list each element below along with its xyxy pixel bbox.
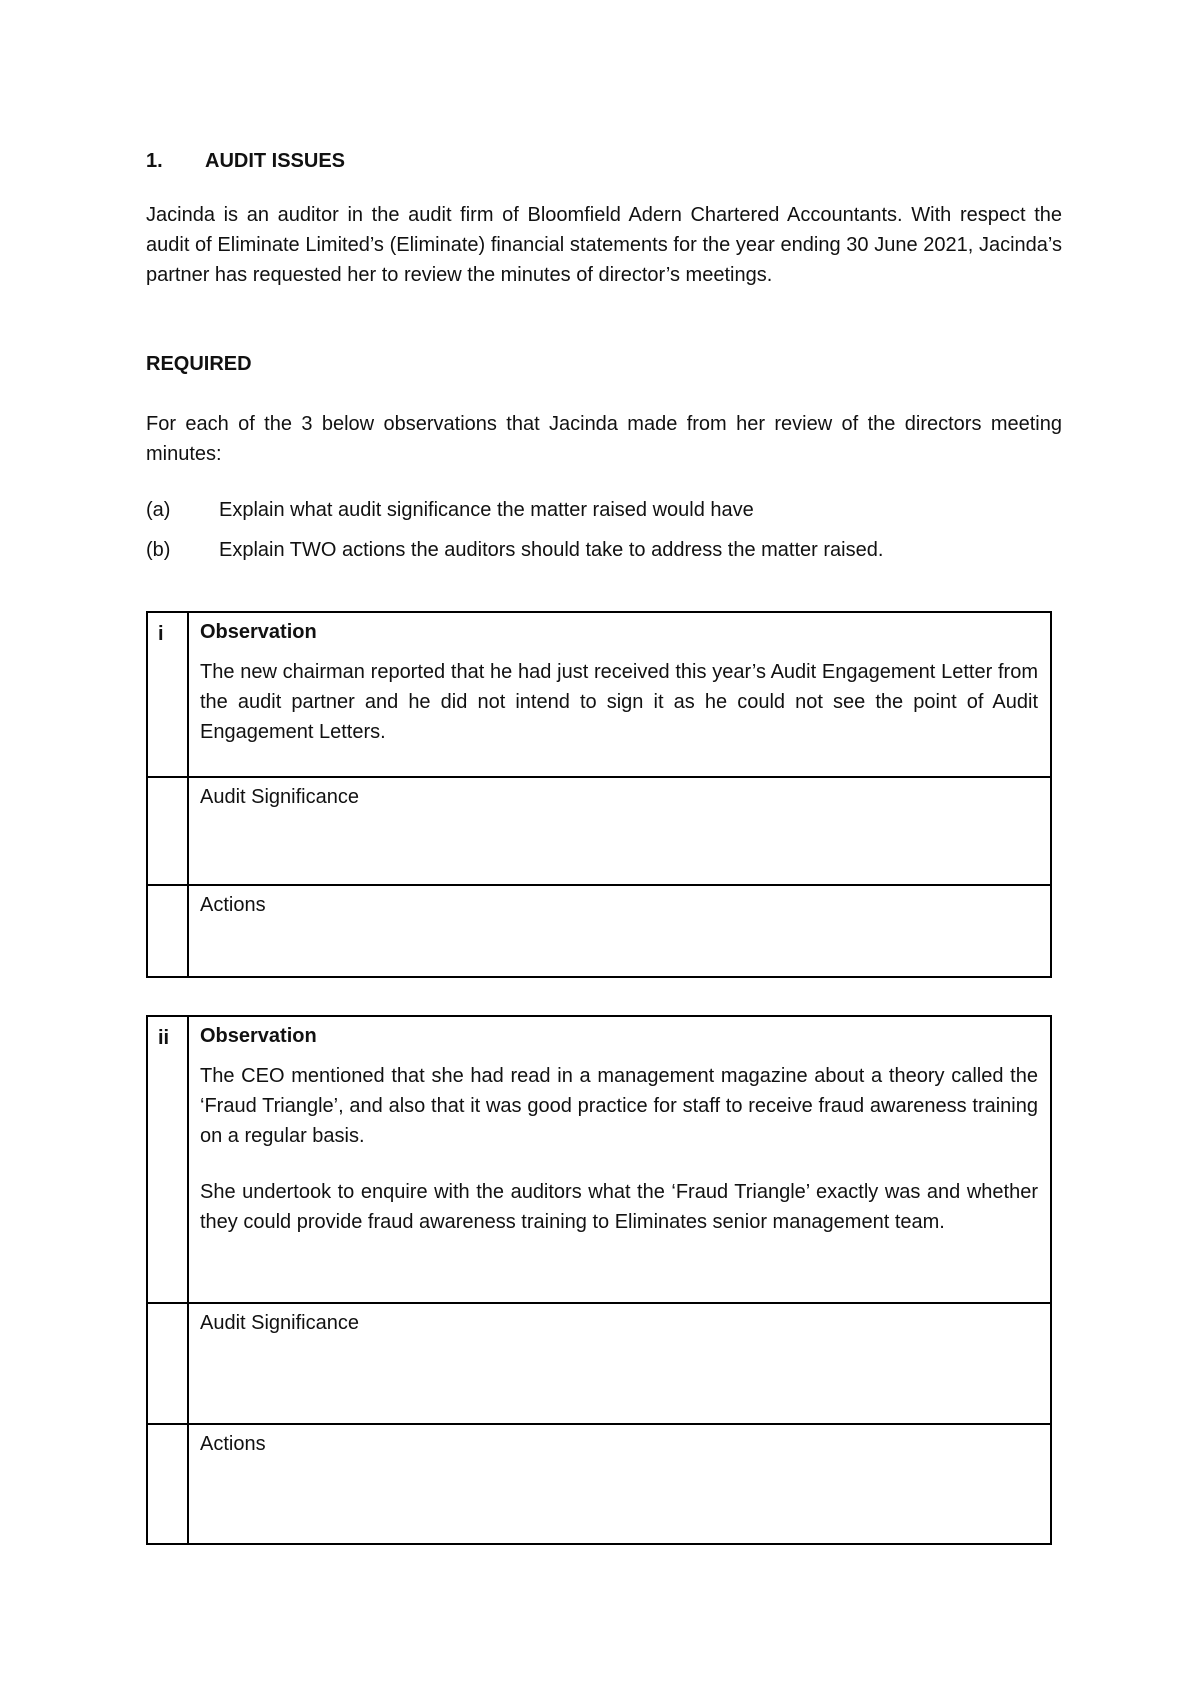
observation-index: i xyxy=(147,612,188,777)
actions-cell xyxy=(188,885,1051,977)
intro-paragraph: Jacinda is an auditor in the audit firm of Bloomfield Adern Chartered Accountants. With respect the audit of Eliminate Limited’s (Eliminate) financial statements for the year ending 30 June 2021, Jacinda’s partner has requested her to review the minutes of director’s meetings. xyxy=(146,204,1062,286)
item-text: Explain TWO actions the auditors should take to address the matter raised. xyxy=(219,539,884,561)
significance-row xyxy=(147,1303,1051,1424)
observation-index: ii xyxy=(147,1016,188,1303)
observation-row xyxy=(147,612,1051,777)
index-blank-cell xyxy=(147,1303,188,1424)
observation-row xyxy=(147,1016,1051,1303)
item-label: (b) xyxy=(146,539,171,561)
section-number: 1. xyxy=(146,150,163,172)
observation-text: She undertook to enquire with the auditors what the ‘Fraud Triangle’ exactly was and whether they could provide fraud awareness training to Eliminates senior management team. xyxy=(200,1181,1038,1233)
index-blank-cell xyxy=(147,1424,188,1544)
section-title: AUDIT ISSUES xyxy=(205,150,346,172)
actions-row xyxy=(147,885,1051,977)
required-heading: REQUIRED xyxy=(146,353,252,375)
actions-label: Actions xyxy=(200,894,266,916)
significance-row xyxy=(147,777,1051,885)
significance-label: Audit Significance xyxy=(200,786,359,808)
observation-title: Observation xyxy=(200,621,317,643)
observation-title: Observation xyxy=(200,1025,317,1047)
observation-text: The new chairman reported that he had just received this year’s Audit Engagement Letter from the audit partner and he did not intend to sign it as he could not see the point of Audit Engagement Letters. xyxy=(200,661,1038,743)
significance-label: Audit Significance xyxy=(200,1312,359,1334)
actions-row xyxy=(147,1424,1051,1544)
actions-cell xyxy=(188,1424,1051,1544)
item-text: Explain what audit significance the matter raised would have xyxy=(219,499,754,521)
index-blank-cell xyxy=(147,777,188,885)
observation-text: The CEO mentioned that she had read in a management magazine about a theory called the ‘Fraud Triangle’, and also that it was good practice for staff to receive fraud awareness training on a regular basis. xyxy=(200,1065,1038,1147)
observation-cell xyxy=(188,1016,1051,1303)
required-lead: For each of the 3 below observations that Jacinda made from her review of the directors meeting minutes: xyxy=(146,413,1062,465)
observation-table-ii xyxy=(146,1015,1052,1545)
item-label: (a) xyxy=(146,499,171,521)
section-heading xyxy=(146,147,345,175)
observation-table-i xyxy=(146,611,1052,978)
observation-cell xyxy=(188,612,1051,777)
required-item-a xyxy=(146,496,754,524)
required-item-b xyxy=(146,536,883,564)
significance-cell xyxy=(188,777,1051,885)
actions-label: Actions xyxy=(200,1433,266,1455)
index-blank-cell xyxy=(147,885,188,977)
significance-cell xyxy=(188,1303,1051,1424)
